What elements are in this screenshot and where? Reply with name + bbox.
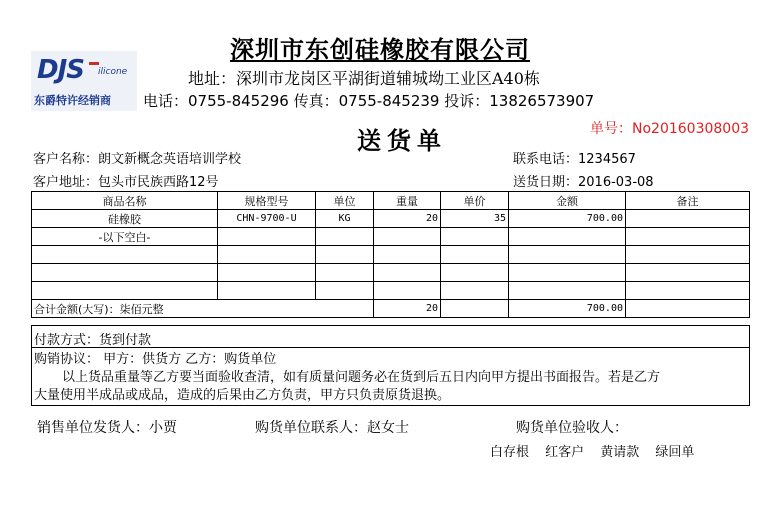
agreement-line-1: 以上货品重量等乙方要当面验收查清，如有质量问题务必在货到后五日内向甲方提出书面报告。若是乙方 xyxy=(62,370,661,385)
cell-product: 硅橡胶 xyxy=(32,210,218,228)
agreement-title: 购销协议： 甲方：供货方 乙方：购货单位 xyxy=(34,352,277,367)
payment-box xyxy=(31,325,750,348)
header-unit: 单位 xyxy=(316,192,374,210)
cell-price: 35 xyxy=(441,210,509,228)
sender-signature: 销售单位发货人：小贾 xyxy=(37,420,177,436)
cell-unit xyxy=(316,228,374,246)
cell-price xyxy=(441,246,509,264)
customer-phone: 联系电话：1234567 xyxy=(513,152,636,167)
cell-weight xyxy=(374,264,441,282)
table-row xyxy=(32,210,750,228)
cell-remark xyxy=(626,282,750,300)
header-remark: 备注 xyxy=(626,192,750,210)
agreement-box xyxy=(31,347,750,406)
cell-weight xyxy=(374,228,441,246)
cell-weight xyxy=(374,246,441,264)
cell-price xyxy=(441,282,509,300)
header-price: 单价 xyxy=(441,192,509,210)
table-row xyxy=(32,246,750,264)
logo-brand: DJS xyxy=(37,55,84,85)
table-row xyxy=(32,228,750,246)
delivery-date: 送货日期：2016-03-08 xyxy=(513,175,654,190)
cell-remark xyxy=(626,228,750,246)
cell-unit xyxy=(316,246,374,264)
customer-address: 客户地址：包头市民族西路12号 xyxy=(33,175,219,190)
company-logo xyxy=(31,51,137,111)
company-address: 地址：深圳市龙岗区平湖街道辅城坳工业区A40栋 xyxy=(188,69,540,88)
agreement-line-2: 大量使用半成品或成品，造成的后果由乙方负责，甲方只负责原货退换。 xyxy=(34,388,451,403)
cell-remark xyxy=(626,210,750,228)
total-weight: 20 xyxy=(374,300,441,318)
cell-weight xyxy=(374,282,441,300)
cell-product: -以下空白- xyxy=(32,228,218,246)
cell-amount: 700.00 xyxy=(509,210,626,228)
cell-spec xyxy=(218,246,316,264)
cell-amount xyxy=(509,282,626,300)
company-name: 深圳市东创硅橡胶有限公司 xyxy=(230,35,530,64)
cell-product xyxy=(32,246,218,264)
header-amount: 金额 xyxy=(509,192,626,210)
cell-unit xyxy=(316,264,374,282)
receiver-signature: 购货单位验收人： xyxy=(516,420,628,436)
cell-unit xyxy=(316,282,374,300)
company-contact: 电话：0755-845296 传真：0755-845239 投诉：13826573907 xyxy=(143,92,595,110)
cell-price xyxy=(441,228,509,246)
cell-weight: 20 xyxy=(374,210,441,228)
delivery-table xyxy=(31,191,750,318)
cell-spec xyxy=(218,282,316,300)
payment-method: 付款方式：货到付款 xyxy=(34,333,152,348)
header-product: 商品名称 xyxy=(32,192,218,210)
total-label: 合计金额(大写)：柒佰元整 xyxy=(32,300,374,318)
buyer-contact: 购货单位联系人：赵女士 xyxy=(255,420,409,436)
cell-spec xyxy=(218,228,316,246)
cell-spec xyxy=(218,264,316,282)
total-remark-empty xyxy=(626,300,750,318)
logo-tagline: 东爵特许经销商 xyxy=(34,94,111,107)
table-header-row xyxy=(32,192,750,210)
header-spec: 规格型号 xyxy=(218,192,316,210)
header-weight: 重量 xyxy=(374,192,441,210)
cell-remark xyxy=(626,264,750,282)
total-row xyxy=(32,300,750,318)
cell-product xyxy=(32,282,218,300)
total-price-empty xyxy=(441,300,509,318)
cell-spec: CHN-9700-U xyxy=(218,210,316,228)
table-row xyxy=(32,282,750,300)
cell-unit: KG xyxy=(316,210,374,228)
table-row xyxy=(32,264,750,282)
logo-accent-bar xyxy=(89,62,99,65)
total-amount: 700.00 xyxy=(509,300,626,318)
cell-remark xyxy=(626,246,750,264)
logo-brand-suffix: ilicone xyxy=(98,67,128,77)
cell-amount xyxy=(509,246,626,264)
cell-price xyxy=(441,264,509,282)
copy-distribution: 白存根 红客户 黄请款 绿回单 xyxy=(490,445,695,460)
document-title: 送货单 xyxy=(357,127,447,155)
cell-product xyxy=(32,264,218,282)
customer-name: 客户名称：朗文新概念英语培训学校 xyxy=(33,152,242,167)
cell-amount xyxy=(509,228,626,246)
cell-amount xyxy=(509,264,626,282)
order-number: 单号：No20160308003 xyxy=(590,121,750,137)
